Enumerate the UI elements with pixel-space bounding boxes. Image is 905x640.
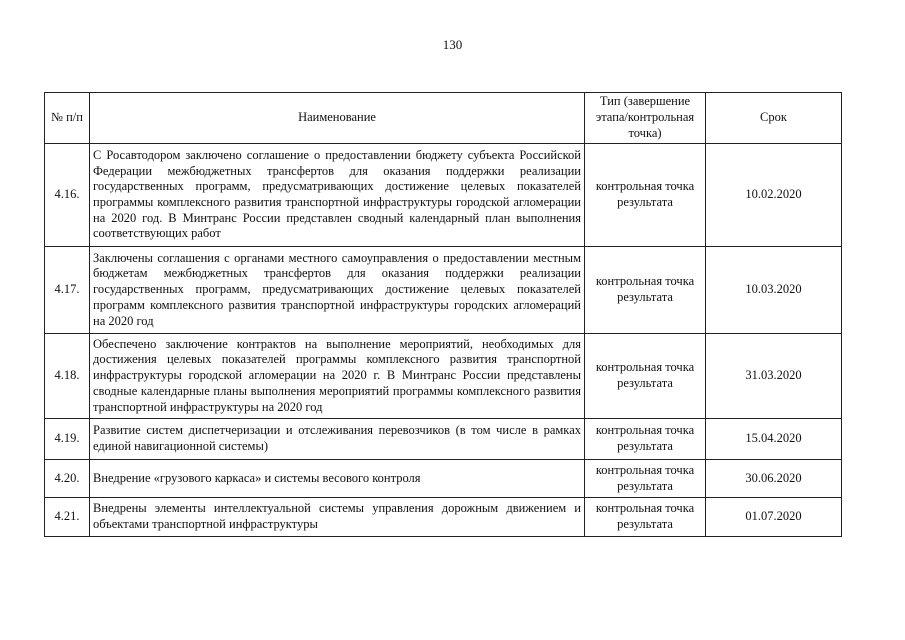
table-row [45, 144, 842, 247]
table-row [45, 460, 842, 498]
row-name: Заключены соглашения с органами местного самоуправления о предоставлении местным бюджетам межбюджетных трансфертов для оказания поддержки реализации государственных программ, предусматривающих достижение целевых показателей программ комплексного развития транспортной инфраструктуры городских агломераций на 2020 год [90, 247, 585, 334]
table-row [45, 334, 842, 419]
row-date: 10.03.2020 [706, 247, 842, 334]
row-num: 4.16. [45, 144, 90, 247]
row-name: Обеспечено заключение контрактов на выполнение мероприятий, необходимых для достижения целевых показателей программы комплексного развития транспортной инфраструктуры городской агломерации на 2020 г. В Минтранс России представлены сводные календарные планы выполнения мероприятий программы комплексного развития транспортной инфраструктуры на 2020 год [90, 334, 585, 419]
row-type: контрольная точка результата [585, 334, 706, 419]
row-num: 4.17. [45, 247, 90, 334]
row-name: Внедрены элементы интеллектуальной системы управления дорожным движением и объектами транспортной инфраструктуры [90, 498, 585, 537]
row-date: 10.02.2020 [706, 144, 842, 247]
row-type: контрольная точка результата [585, 498, 706, 537]
row-date: 15.04.2020 [706, 419, 842, 460]
table-row [45, 419, 842, 460]
row-date: 01.07.2020 [706, 498, 842, 537]
header-name: Наименование [90, 93, 585, 144]
row-type: контрольная точка результата [585, 419, 706, 460]
row-type: контрольная точка результата [585, 247, 706, 334]
row-type: контрольная точка результата [585, 144, 706, 247]
header-num: № п/п [45, 93, 90, 144]
row-num: 4.20. [45, 460, 90, 498]
row-name: С Росавтодором заключено соглашение о предоставлении бюджету субъекта Российской Федерации межбюджетных трансфертов для оказания поддержки реализации государственных программ, предусматривающих достижение целевых показателей программы комплексного развития транспортной инфраструктуры городской агломерации на 2020 год. В Минтранс России представлен сводный календарный план выполнения соответствующих работ [90, 144, 585, 247]
page-number: 130 [442, 37, 463, 52]
row-date: 31.03.2020 [706, 334, 842, 419]
table-row [45, 498, 842, 537]
header-type: Тип (завершение этапа/контрольная точка) [585, 93, 706, 144]
row-date: 30.06.2020 [706, 460, 842, 498]
row-num: 4.19. [45, 419, 90, 460]
row-name: Развитие систем диспетчеризации и отслеживания перевозчиков (в том числе в рамках единой навигационной системы) [90, 419, 585, 460]
row-num: 4.21. [45, 498, 90, 537]
row-type: контрольная точка результата [585, 460, 706, 498]
table-header-row [45, 93, 842, 144]
row-name: Внедрение «грузового каркаса» и системы весового контроля [90, 460, 585, 498]
header-date: Срок [706, 93, 842, 144]
row-num: 4.18. [45, 334, 90, 419]
milestones-table [44, 92, 842, 537]
table-row [45, 247, 842, 334]
